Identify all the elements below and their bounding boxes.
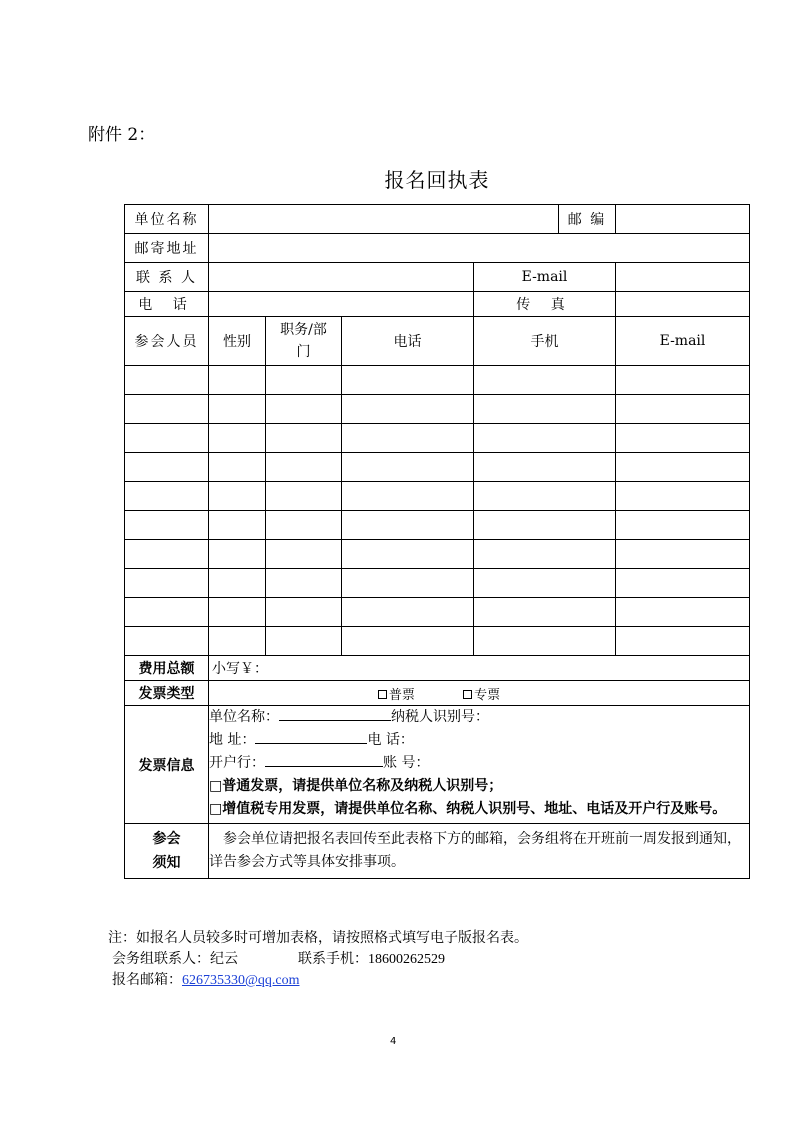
row-phone <box>125 292 750 317</box>
participant-cell[interactable] <box>342 395 474 424</box>
participant-cell[interactable] <box>209 366 266 395</box>
email-link[interactable]: 626735330@qq.com <box>182 973 300 988</box>
page-number: 4 <box>390 1036 397 1047</box>
participant-cell[interactable] <box>209 395 266 424</box>
participant-cell[interactable] <box>209 598 266 627</box>
notice-label: 参会 须知 <box>125 824 209 879</box>
participant-cell[interactable] <box>266 424 342 453</box>
ordinary-invoice-note: □普通发票，请提供单位名称及纳税人识别号； <box>209 778 503 794</box>
participant-cell[interactable] <box>474 627 616 656</box>
participant-rows <box>125 366 750 656</box>
special-invoice-note: □增值税专用发票，请提供单位名称、纳税人识别号、地址、电话及开户行及账号。 <box>209 801 727 817</box>
participant-cell[interactable] <box>125 598 209 627</box>
participant-cell[interactable] <box>209 482 266 511</box>
participant-cell[interactable] <box>342 511 474 540</box>
participant-cell[interactable] <box>209 627 266 656</box>
participant-cell[interactable] <box>342 627 474 656</box>
participant-cell[interactable] <box>209 540 266 569</box>
invoice-line-2: 地 址： 电 话： <box>209 729 749 752</box>
participant-cell[interactable] <box>266 569 342 598</box>
invoice-address-field[interactable] <box>255 729 367 744</box>
checkbox-icon <box>378 690 387 699</box>
participant-cell[interactable] <box>616 482 750 511</box>
participant-row <box>125 627 750 656</box>
participant-cell[interactable] <box>266 366 342 395</box>
participants-header-row <box>125 317 750 366</box>
footer-note: 注：如报名人员较多时可增加表格，请按照格式填写电子版报名表。 <box>108 930 528 946</box>
participant-cell[interactable] <box>125 627 209 656</box>
participant-row <box>125 482 750 511</box>
ordinary-invoice-option[interactable]: 普票 <box>378 688 415 703</box>
participant-cell[interactable] <box>209 424 266 453</box>
invoice-info-label: 发票信息 <box>125 706 209 824</box>
participant-cell[interactable] <box>474 598 616 627</box>
row-fee <box>125 656 750 681</box>
participant-cell[interactable] <box>209 569 266 598</box>
participant-row <box>125 453 750 482</box>
participant-cell[interactable] <box>474 424 616 453</box>
phone-field[interactable] <box>209 292 474 317</box>
invoice-line-3: 开户行： 账 号： <box>209 752 749 775</box>
participant-cell[interactable] <box>209 453 266 482</box>
footer-notes <box>108 928 528 991</box>
participant-row <box>125 395 750 424</box>
fee-field[interactable]: 小写￥： <box>209 656 750 681</box>
participant-cell[interactable] <box>616 424 750 453</box>
participant-cell[interactable] <box>125 511 209 540</box>
participant-cell[interactable] <box>616 453 750 482</box>
header-participant: 参会人员 <box>125 317 209 366</box>
participant-cell[interactable] <box>125 424 209 453</box>
participant-row <box>125 424 750 453</box>
participant-cell[interactable] <box>342 482 474 511</box>
contact-label: 联 系 人 <box>125 263 209 292</box>
postcode-field[interactable] <box>616 205 750 234</box>
fax-label: 传 真 <box>474 292 616 317</box>
participant-cell[interactable] <box>474 366 616 395</box>
form-title: 报名回执表 <box>384 168 490 192</box>
participant-row <box>125 569 750 598</box>
row-notice <box>125 824 750 879</box>
attachment-label: 附件 2： <box>88 125 156 145</box>
participant-cell[interactable] <box>125 569 209 598</box>
participant-cell[interactable] <box>616 627 750 656</box>
mobile-number: 18600262529 <box>368 952 445 967</box>
participant-cell[interactable] <box>616 540 750 569</box>
participant-cell[interactable] <box>342 540 474 569</box>
footer-contact: 会务组联系人：纪云 联系手机：18600262529 <box>112 951 445 967</box>
invoice-info-content <box>209 706 750 824</box>
header-mobile: 手机 <box>474 317 616 366</box>
contact-field[interactable] <box>209 263 474 292</box>
invoice-unit-name-field[interactable] <box>279 706 391 721</box>
row-invoice-info <box>125 706 750 824</box>
participant-cell[interactable] <box>266 395 342 424</box>
invoice-type-options <box>209 681 750 706</box>
participant-cell[interactable] <box>266 453 342 482</box>
checkbox-icon <box>463 690 472 699</box>
postcode-label: 邮 编 <box>559 205 616 234</box>
footer-email: 报名邮箱：626735330@qq.com <box>112 972 300 988</box>
participant-cell[interactable] <box>342 569 474 598</box>
participant-cell[interactable] <box>342 598 474 627</box>
participant-cell[interactable] <box>342 453 474 482</box>
participant-cell[interactable] <box>616 511 750 540</box>
participant-cell[interactable] <box>342 366 474 395</box>
phone-label: 电 话 <box>125 292 209 317</box>
participant-cell[interactable] <box>266 540 342 569</box>
participant-cell[interactable] <box>616 569 750 598</box>
participant-row <box>125 598 750 627</box>
row-mail-address <box>125 234 750 263</box>
email-label: E-mail <box>474 263 616 292</box>
fax-field[interactable] <box>616 292 750 317</box>
participant-cell[interactable] <box>474 511 616 540</box>
header-phone: 电话 <box>342 317 474 366</box>
participant-cell[interactable] <box>616 366 750 395</box>
email-field[interactable] <box>616 263 750 292</box>
invoice-line-1: 单位名称： 纳税人识别号： <box>209 706 749 729</box>
mail-address-label: 邮寄地址 <box>125 234 209 263</box>
participant-cell[interactable] <box>266 598 342 627</box>
invoice-type-label: 发票类型 <box>125 681 209 706</box>
participant-cell[interactable] <box>125 482 209 511</box>
unit-name-field[interactable] <box>209 205 559 234</box>
participant-row <box>125 511 750 540</box>
participant-cell[interactable] <box>125 366 209 395</box>
registration-form-table <box>124 204 750 879</box>
row-contact <box>125 263 750 292</box>
participant-cell[interactable] <box>474 569 616 598</box>
participant-row <box>125 540 750 569</box>
header-gender: 性别 <box>209 317 266 366</box>
unit-name-label: 单位名称 <box>125 205 209 234</box>
participant-cell[interactable] <box>125 540 209 569</box>
invoice-bank-field[interactable] <box>265 752 383 767</box>
participant-row <box>125 366 750 395</box>
participant-cell[interactable] <box>474 395 616 424</box>
participant-cell[interactable] <box>266 511 342 540</box>
participant-cell[interactable] <box>474 453 616 482</box>
participant-cell[interactable] <box>266 482 342 511</box>
participant-cell[interactable] <box>474 540 616 569</box>
participant-cell[interactable] <box>474 482 616 511</box>
row-unit-name <box>125 205 750 234</box>
participant-cell[interactable] <box>125 395 209 424</box>
participant-cell[interactable] <box>342 424 474 453</box>
fee-label: 费用总额 <box>125 656 209 681</box>
participant-cell[interactable] <box>616 395 750 424</box>
row-invoice-type <box>125 681 750 706</box>
header-position: 职务/部门 <box>266 317 342 366</box>
participant-cell[interactable] <box>616 598 750 627</box>
special-invoice-option[interactable]: 专票 <box>463 688 500 703</box>
notice-text: 参会单位请把报名表回传至此表格下方的邮箱，会务组将在开班前一周发报到通知，详告参会方式等具体安排事项。 <box>209 824 750 879</box>
mail-address-field[interactable] <box>209 234 750 263</box>
participant-cell[interactable] <box>209 511 266 540</box>
header-email: E-mail <box>616 317 750 366</box>
participant-cell[interactable] <box>125 453 209 482</box>
participant-cell[interactable] <box>266 627 342 656</box>
